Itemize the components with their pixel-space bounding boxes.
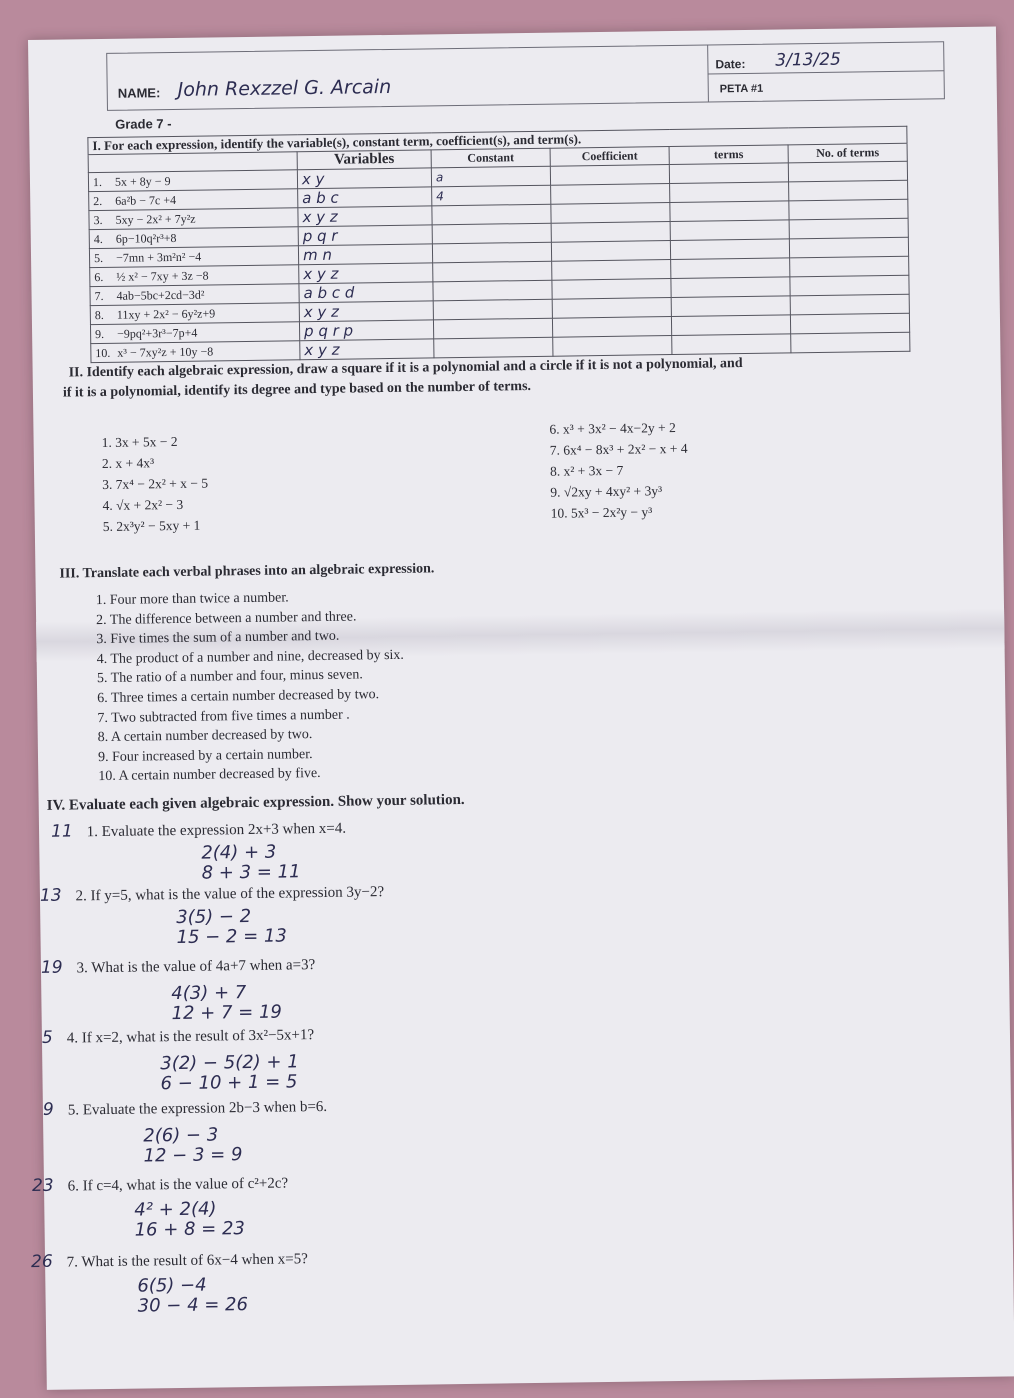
header-coefficient: Coefficient — [550, 147, 669, 167]
variables-cell[interactable]: p q r p — [299, 320, 433, 341]
list-item: 8. A certain number decreased by two. — [97, 727, 313, 746]
section1-title: I. For each expression, identify the variable(s), constant term, coefficient(s), and term(s). — [88, 126, 907, 154]
row-number: 5. — [93, 250, 104, 265]
solution-work — [134, 1199, 245, 1241]
work-line: 15 − 2 = 13 — [176, 925, 287, 949]
terms-cell[interactable] — [671, 315, 790, 336]
no-of-terms-cell[interactable] — [789, 237, 908, 258]
row-number: 4. — [93, 231, 103, 246]
question-text: 3. What is the value of 4a+7 when a=3? — [76, 957, 316, 977]
expression-text: 6a²b − 7c +4 — [115, 192, 177, 208]
question-text: 1. Evaluate the expression 2x+3 when x=4. — [86, 820, 347, 841]
solution-work — [143, 1125, 242, 1166]
work-line: 6 − 10 + 1 = 5 — [160, 1071, 298, 1095]
section2-title-line2: if it is a polynomial, identify its degree and type based on the number of terms. — [62, 379, 532, 401]
work-line: 8 + 3 = 11 — [201, 861, 301, 884]
answer-mark: 13 — [39, 885, 62, 906]
no-of-terms-cell[interactable] — [790, 294, 909, 315]
constant-cell[interactable] — [432, 204, 551, 225]
list-item: 5. 2x³y² − 5xy + 1 — [102, 517, 201, 535]
answer-mark: 26 — [30, 1251, 53, 1273]
question-text: 7. What is the result of 6x−4 when x=5? — [66, 1251, 308, 1271]
expression-text: 5xy − 2x² + 7y²z — [115, 211, 196, 227]
expression-text: 4ab−5bc+2cd−3d² — [116, 287, 205, 303]
grade-label: Grade 7 - — [115, 116, 172, 132]
answer-mark: 5 — [41, 1027, 53, 1048]
row-number: 10. — [95, 345, 111, 360]
constant-cell[interactable] — [432, 242, 551, 263]
coefficient-cell[interactable] — [552, 260, 671, 281]
date-value: 3/13/25 — [775, 49, 842, 71]
question-text: 2. If y=5, what is the value of the expression 3y−2? — [75, 884, 385, 905]
solution-work — [176, 906, 287, 948]
answer-mark: 9 — [42, 1099, 54, 1120]
expression-cell — [91, 341, 300, 363]
row-number: 6. — [94, 269, 104, 284]
variables-cell[interactable]: x y z — [299, 301, 433, 322]
no-of-terms-cell[interactable] — [790, 275, 909, 296]
question-item — [31, 1248, 308, 1272]
question-item — [41, 954, 316, 978]
terms-cell[interactable] — [670, 201, 789, 222]
question-item — [51, 818, 346, 842]
list-item: 6. x³ + 3x² − 4x−2y + 2 — [549, 419, 676, 437]
section1-table — [87, 126, 910, 363]
terms-cell[interactable] — [672, 334, 791, 355]
list-item: 7. 6x⁴ − 8x³ + 2x² − x + 4 — [549, 440, 688, 458]
variables-cell[interactable]: x y z — [300, 339, 434, 360]
work-line: 16 + 8 = 23 — [134, 1218, 246, 1241]
section2-right-list — [549, 417, 688, 524]
header-constant: Constant — [431, 148, 550, 168]
student-name: John Rexzzel G. Arcain — [177, 75, 392, 101]
row-number: 8. — [94, 307, 104, 322]
constant-cell[interactable]: a — [431, 166, 550, 187]
question-item — [40, 881, 384, 906]
coefficient-cell[interactable] — [551, 241, 670, 262]
work-line: 6(5) −4 — [137, 1274, 207, 1297]
no-of-terms-cell[interactable] — [790, 256, 909, 277]
list-item: 7. Two subtracted from five times a number . — [97, 707, 350, 726]
list-item: 3. Five times the sum of a number and two. — [96, 628, 340, 648]
variables-cell[interactable]: a b c — [298, 187, 432, 208]
variables-cell[interactable]: x y — [297, 168, 431, 189]
expression-text: 6p−10q²r³+8 — [115, 230, 177, 246]
work-line: 30 − 4 = 26 — [137, 1294, 249, 1317]
terms-cell[interactable] — [671, 277, 790, 298]
header-variables: Variables — [297, 150, 431, 170]
list-item: 2. x + 4x³ — [101, 455, 155, 472]
list-item: 8. x² + 3x − 7 — [549, 462, 624, 479]
coefficient-cell[interactable] — [550, 165, 669, 186]
constant-cell[interactable] — [434, 337, 553, 358]
header-no-of-terms: No. of terms — [788, 143, 907, 163]
expression-text: x³ − 7xy²z + 10y −8 — [117, 343, 214, 360]
question-text: 5. Evaluate the expression 2b−3 when b=6. — [67, 1098, 328, 1119]
coefficient-cell[interactable] — [552, 279, 671, 300]
no-of-terms-cell[interactable] — [790, 313, 909, 334]
question-text: 6. If c=4, what is the value of c²+2c? — [67, 1175, 289, 1195]
work-line: 2(4) + 3 — [201, 841, 277, 864]
no-of-terms-cell[interactable] — [789, 218, 908, 239]
solution-work — [160, 1052, 299, 1094]
work-line: 4(3) + 7 — [171, 982, 247, 1005]
variables-cell[interactable]: x y z — [298, 206, 432, 227]
list-item: 5. The ratio of a number and four, minus seven. — [96, 667, 363, 687]
header-terms: terms — [669, 145, 788, 165]
terms-cell[interactable] — [671, 296, 790, 317]
expression-text: 11xy + 2x² − 6y²z+9 — [116, 305, 216, 322]
no-of-terms-cell[interactable] — [789, 180, 908, 201]
work-line: 4² + 2(4) — [134, 1198, 217, 1221]
coefficient-cell[interactable] — [551, 203, 670, 224]
section4-title: IV. Evaluate each given algebraic expression. Show your solution. — [46, 791, 465, 814]
constant-cell[interactable]: 4 — [432, 185, 551, 206]
question-item — [42, 1024, 314, 1048]
row-number: 3. — [93, 212, 103, 227]
question-item — [32, 1172, 288, 1196]
work-line: 3(2) − 5(2) + 1 — [160, 1051, 299, 1075]
list-item: 1. Four more than twice a number. — [95, 590, 289, 609]
list-item: 4. √x + 2x² − 3 — [102, 496, 184, 514]
coefficient-cell[interactable] — [552, 317, 671, 338]
work-line: 3(5) − 2 — [176, 905, 252, 929]
work-line: 12 − 3 = 9 — [143, 1144, 243, 1167]
constant-cell[interactable] — [433, 280, 552, 301]
list-item: 10. A certain number decreased by five. — [98, 766, 321, 785]
section2-left-list — [101, 431, 208, 537]
coefficient-cell[interactable] — [551, 222, 670, 243]
terms-cell[interactable] — [670, 239, 789, 260]
question-text: 4. If x=2, what is the result of 3x²−5x+1? — [66, 1027, 315, 1047]
section2-title-line1: II. Identify each algebraic expression, draw a square if it is a polynomial and a circle if it is not a polynomial, and — [68, 356, 743, 381]
header-box — [106, 41, 945, 111]
constant-cell[interactable] — [433, 261, 552, 282]
coefficient-cell[interactable] — [551, 184, 670, 205]
constant-cell[interactable] — [432, 223, 551, 244]
solution-work — [137, 1275, 248, 1317]
list-item: 9. Four increased by a certain number. — [97, 746, 313, 765]
work-line: 12 + 7 = 19 — [171, 1001, 283, 1025]
answer-mark: 23 — [31, 1175, 54, 1197]
list-item: 3. 7x⁴ − 2x² + x − 5 — [102, 475, 209, 493]
terms-cell[interactable] — [670, 182, 789, 203]
no-of-terms-cell[interactable] — [789, 199, 908, 220]
date-label: Date: — [715, 56, 746, 72]
constant-cell[interactable] — [433, 318, 552, 339]
terms-cell[interactable] — [670, 220, 789, 241]
list-item: 4. The product of a number and nine, decreased by six. — [96, 647, 404, 667]
list-item: 9. √2xy + 4xy² + 3y³ — [550, 483, 663, 500]
section3-list — [96, 587, 406, 787]
no-of-terms-cell[interactable] — [788, 161, 907, 182]
list-item: 2. The difference between a number and three. — [96, 609, 357, 628]
name-label: NAME: — [117, 85, 161, 101]
list-item: 6. Three times a certain number decreased by two. — [97, 687, 380, 707]
list-item: 1. 3x + 5x − 2 — [101, 433, 178, 451]
coefficient-cell[interactable] — [553, 336, 672, 357]
work-line: 2(6) − 3 — [143, 1124, 219, 1147]
constant-cell[interactable] — [433, 299, 552, 320]
row-number: 7. — [94, 288, 104, 303]
row-number: 2. — [93, 193, 103, 208]
question-item — [43, 1096, 327, 1120]
row-number: 9. — [95, 326, 105, 341]
worksheet-paper — [28, 26, 1014, 1389]
solution-work — [201, 842, 300, 883]
no-of-terms-cell[interactable] — [791, 332, 910, 353]
variables-cell[interactable]: p q r — [298, 225, 432, 246]
variables-cell[interactable]: x y z — [299, 263, 433, 284]
expression-text: −7mn + 3m²n² −4 — [115, 249, 202, 265]
section3-title: III. Translate each verbal phrases into an algebraic expression. — [59, 561, 435, 582]
solution-work — [171, 983, 282, 1025]
variables-cell[interactable]: a b c d — [299, 282, 433, 303]
expression-text: −9pq²+3r³−7p+4 — [117, 325, 198, 341]
answer-mark: 11 — [50, 821, 73, 842]
terms-cell[interactable] — [671, 258, 790, 279]
coefficient-cell[interactable] — [552, 298, 671, 319]
list-item: 10. 5x³ − 2x²y − y³ — [550, 504, 653, 521]
peta-label: PETA #1 — [719, 82, 764, 96]
expression-text: ½ x² − 7xy + 3z −8 — [116, 268, 209, 284]
answer-mark: 19 — [40, 957, 63, 978]
expression-text: 5x + 8y − 9 — [114, 173, 171, 189]
terms-cell[interactable] — [669, 163, 788, 184]
variables-cell[interactable]: m n — [298, 244, 432, 265]
row-number: 1. — [92, 174, 103, 189]
